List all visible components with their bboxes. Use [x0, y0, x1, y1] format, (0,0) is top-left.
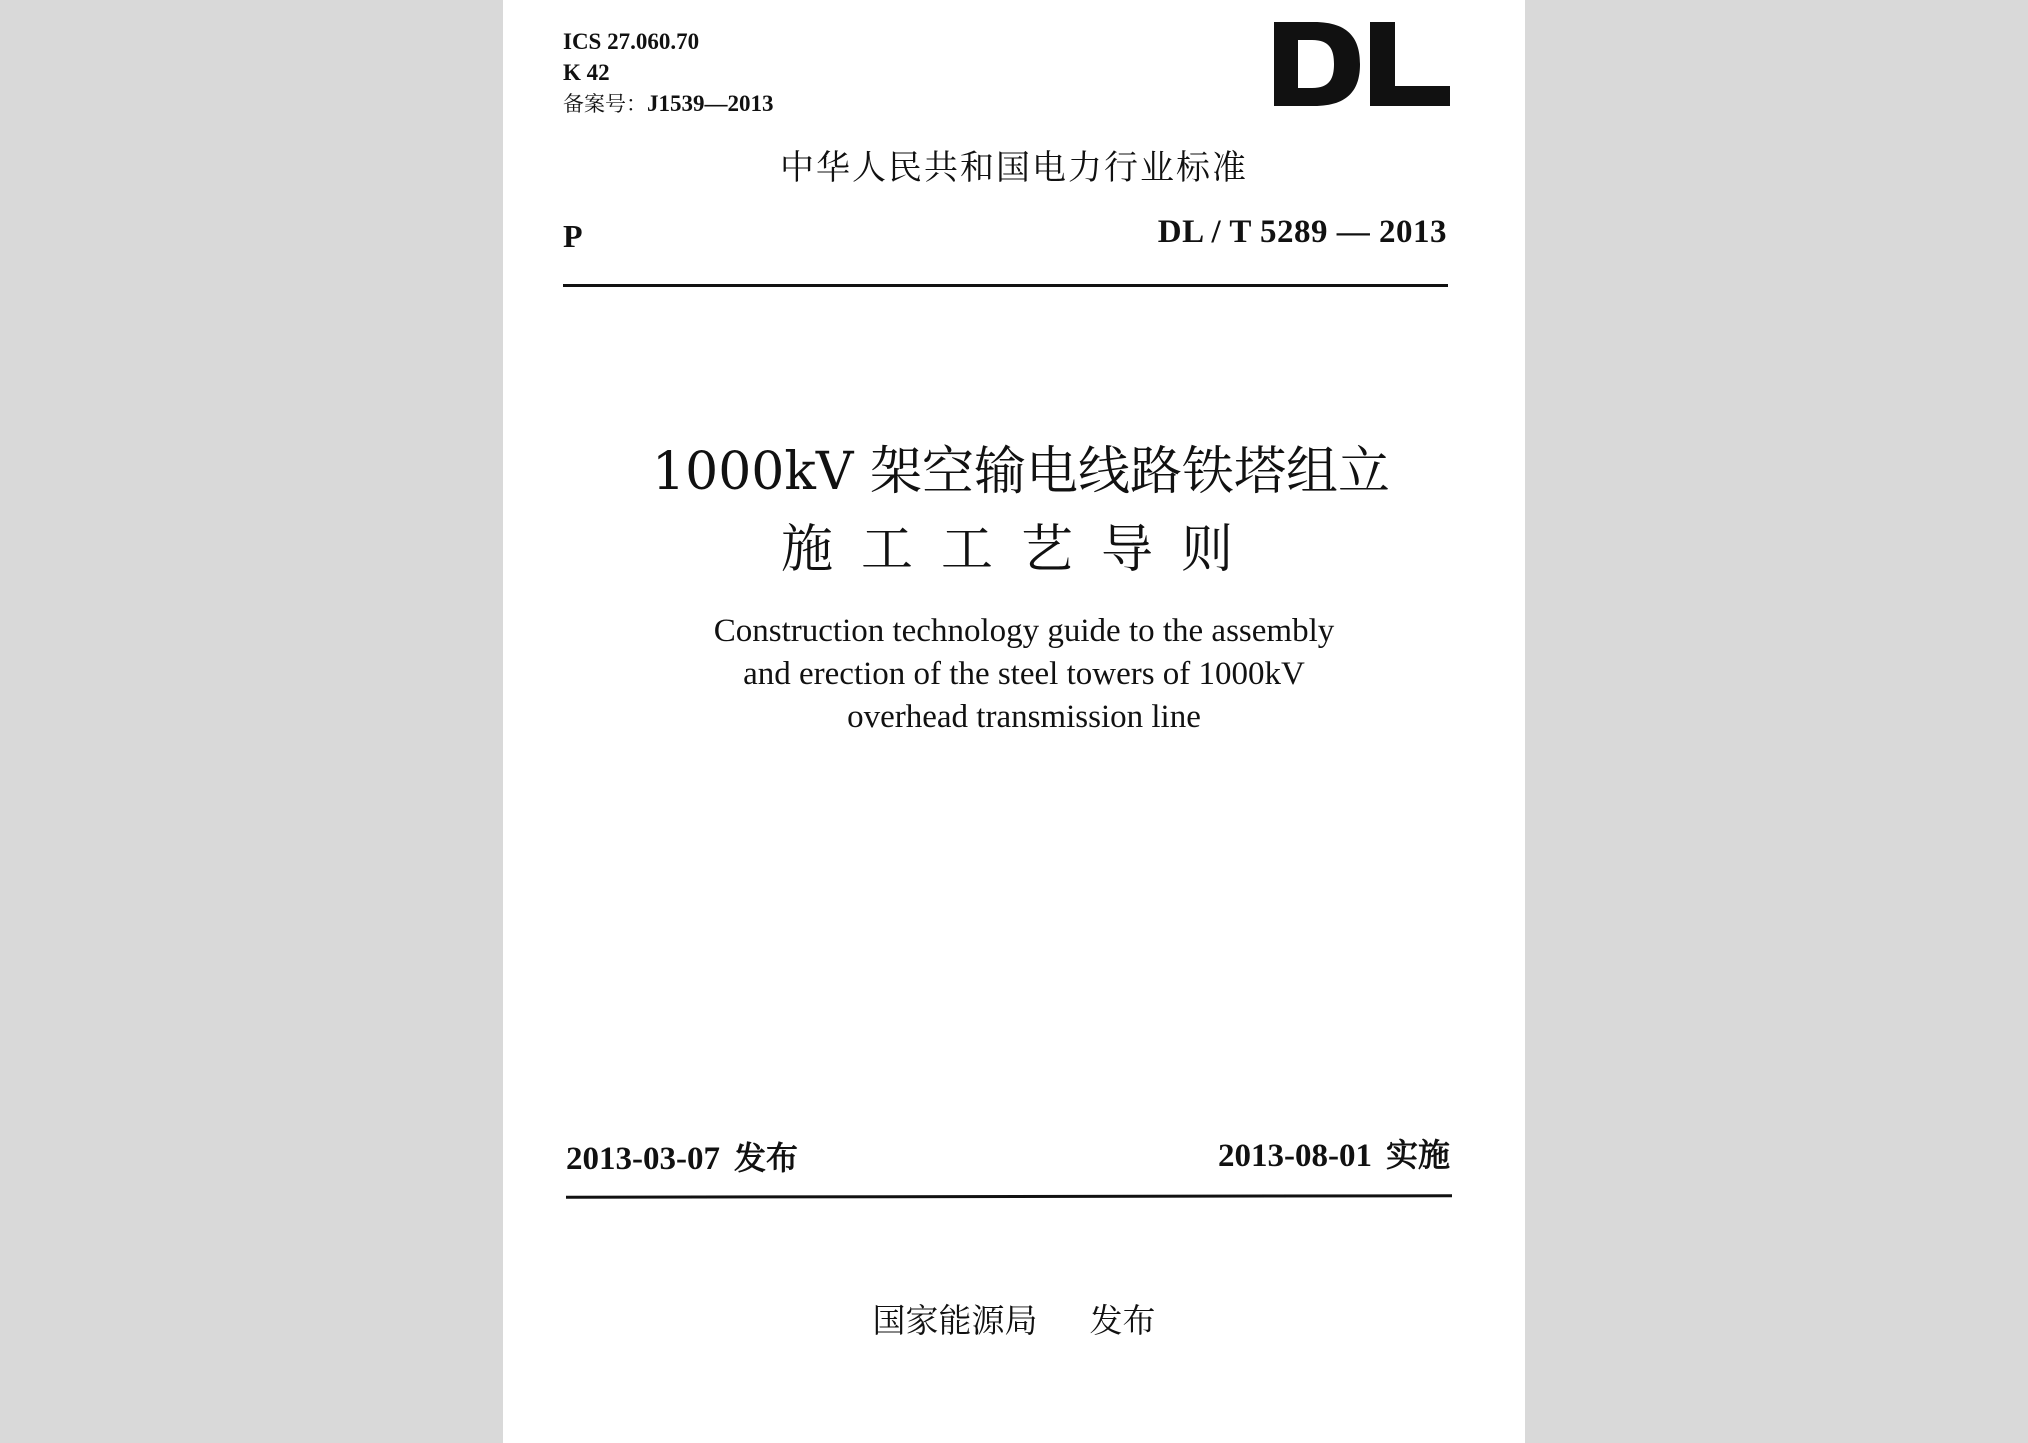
implementation-date: 2013-08-01	[1218, 1138, 1372, 1174]
standard-number: DL / T 5289 — 2013	[1157, 214, 1447, 250]
publisher-line	[503, 1295, 1525, 1342]
filing-number-line	[563, 88, 774, 120]
ics-code: ICS 27.060.70	[563, 29, 700, 54]
title-en-line3: overhead transmission line	[847, 699, 1201, 735]
issue-label: 发布	[733, 1139, 798, 1177]
title-cn-line2: 施工工艺导则	[780, 520, 1261, 580]
title-en-line1: Construction technology guide to the assembly	[713, 613, 1335, 649]
standard-category: 中华人民共和国电力行业标准	[780, 148, 1248, 188]
bottom-divider	[566, 1194, 1452, 1199]
title-en-line2: and erection of the steel towers of 1000kV	[743, 656, 1305, 692]
filing-number: J1539—2013	[647, 91, 774, 116]
filing-label: 备案号：	[563, 92, 647, 116]
implementation-date-line	[1218, 1130, 1450, 1176]
dl-logo	[1274, 18, 1450, 110]
publisher-name: 国家能源局	[872, 1301, 1038, 1340]
document-page	[503, 0, 1525, 1443]
implementation-label: 实施	[1385, 1136, 1450, 1174]
top-divider	[563, 284, 1448, 287]
ccs-code: K 42	[563, 60, 610, 85]
publisher-action: 发布	[1089, 1301, 1156, 1340]
issue-date: 2013-03-07	[566, 1141, 720, 1177]
dl-logo-graphic	[1274, 18, 1450, 110]
issue-date-line	[566, 1133, 798, 1179]
title-cn-line1: 1000kV 架空输电线路铁塔组立	[652, 442, 1390, 502]
classification-block	[563, 26, 774, 120]
p-code: P	[563, 218, 583, 254]
title-en	[513, 610, 1535, 739]
